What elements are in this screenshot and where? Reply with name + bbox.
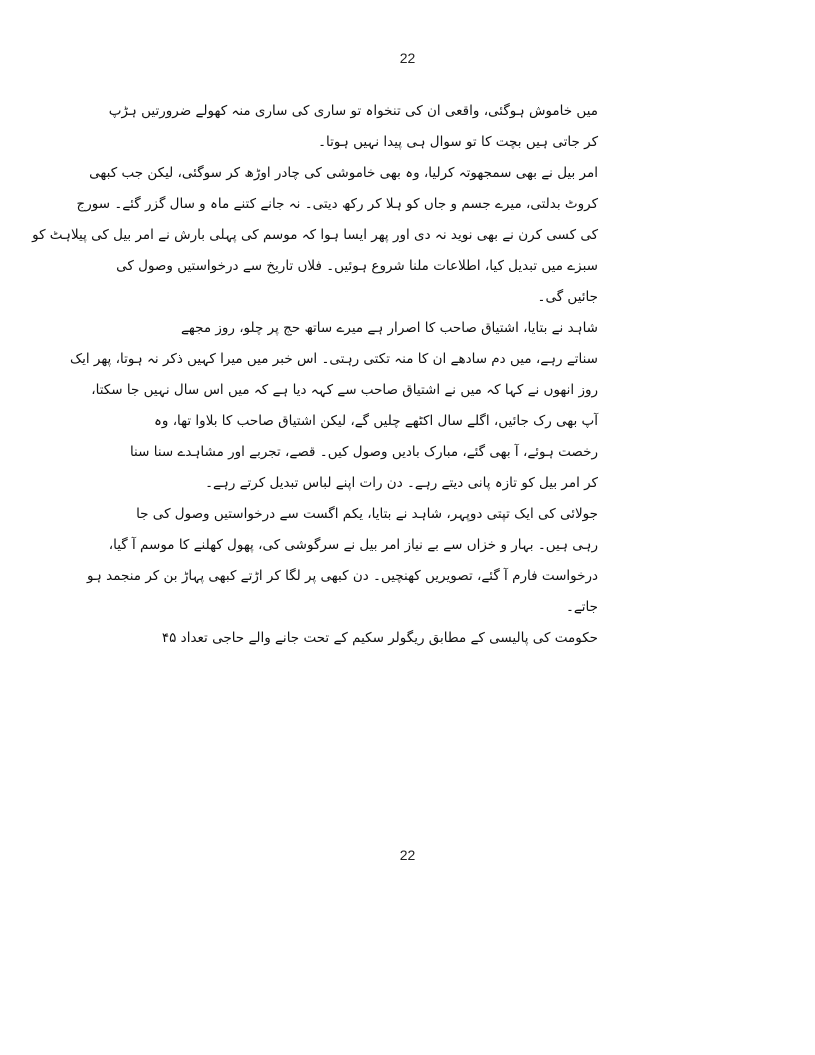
text-line: جاتے۔ <box>565 599 598 615</box>
text-line: کر جاتی ہیں بچت کا تو سوال ہی پیدا نہیں ہوتا۔ <box>318 134 598 150</box>
body-text <box>32 96 598 654</box>
text-line: امر بیل نے بھی سمجھوتہ کرلیا، وہ بھی خاموشی کی چادر اوڑھ کر سوگئی، لیکن جب کبھی <box>89 165 598 181</box>
text-line: روز انھوں نے کہا کہ میں نے اشتیاق صاحب سے کہہ دیا ہے کہ میں اس سال نہیں جا سکتا، <box>91 382 598 398</box>
text-line: درخواست فارم آ گئے، تصویریں کھنچیں۔ دن کبھی پر لگا کر اڑتے کبھی پہاڑ بن کر منجمد ہو <box>86 568 598 584</box>
text-line: سبزے میں تبدیل کیا، اطلاعات ملنا شروع ہوئیں۔ فلاں تاریخ سے درخواستیں وصول کی <box>116 258 598 274</box>
text-line: رہی ہیں۔ بہار و خزاں سے بے نیاز امر بیل نے سرگوشی کی، پھول کھلنے کا موسم آ گیا، <box>108 537 598 553</box>
text-line: شاہد نے بتایا، اشتیاق صاحب کا اصرار ہے میرے ساتھ حج پر چلو، روز مجھے <box>180 320 598 336</box>
text-line: میں خاموش ہوگئی، واقعی ان کی تنخواہ تو ساری کی ساری منہ کھولے ضرورتیں ہڑپ <box>108 103 598 119</box>
text-line: حکومت کی پالیسی کے مطابق ریگولر سکیم کے تحت جانے والے حاجی تعداد ۴۵ <box>161 630 598 646</box>
page-number-bottom: 22 <box>399 847 416 863</box>
page-number-top: 22 <box>399 50 416 66</box>
text-line: رخصت ہوئے، آ بھی گئے، مبارک بادیں وصول کیں۔ قصے، تجربے اور مشاہدے سنا سنا <box>129 444 598 460</box>
text-line: جولائی کی ایک تپتی دوپہر، شاہد نے بتایا، یکم اگست سے درخواستیں وصول کی جا <box>136 506 598 522</box>
paragraph <box>161 623 598 654</box>
text-line: کی کسی کرن نے بھی نوید نہ دی اور پھر ایسا ہوا کہ موسم کی پہلی بارش نے امر بیل کی پیلاہٹ کو <box>32 227 598 243</box>
text-line: سناتے رہے، میں دم سادھے ان کا منہ تکتی رہتی۔ اس خبر میں میرا کہیں ذکر نہ ہوتا، پھر ایک <box>70 351 598 367</box>
text-line: کر امر بیل کو تازہ پانی دیتے رہے۔ دن رات اپنے لباس تبدیل کرتے رہے۔ <box>205 475 598 491</box>
text-line: کروٹ بدلتی، میرے جسم و جاں کو ہلا کر رکھ دیتی۔ نہ جانے کتنے ماہ و سال گزر گئے۔ سورج <box>76 196 598 212</box>
paragraph <box>86 499 598 623</box>
text-line: آپ بھی رک جائیں، اگلے سال اکٹھے چلیں گے، لیکن اشتیاق صاحب کا بلاوا تھا، وہ <box>153 413 598 429</box>
text-line: جائیں گی۔ <box>537 289 598 305</box>
paragraph <box>70 313 598 499</box>
paragraph <box>32 158 598 313</box>
paragraph <box>108 96 598 158</box>
